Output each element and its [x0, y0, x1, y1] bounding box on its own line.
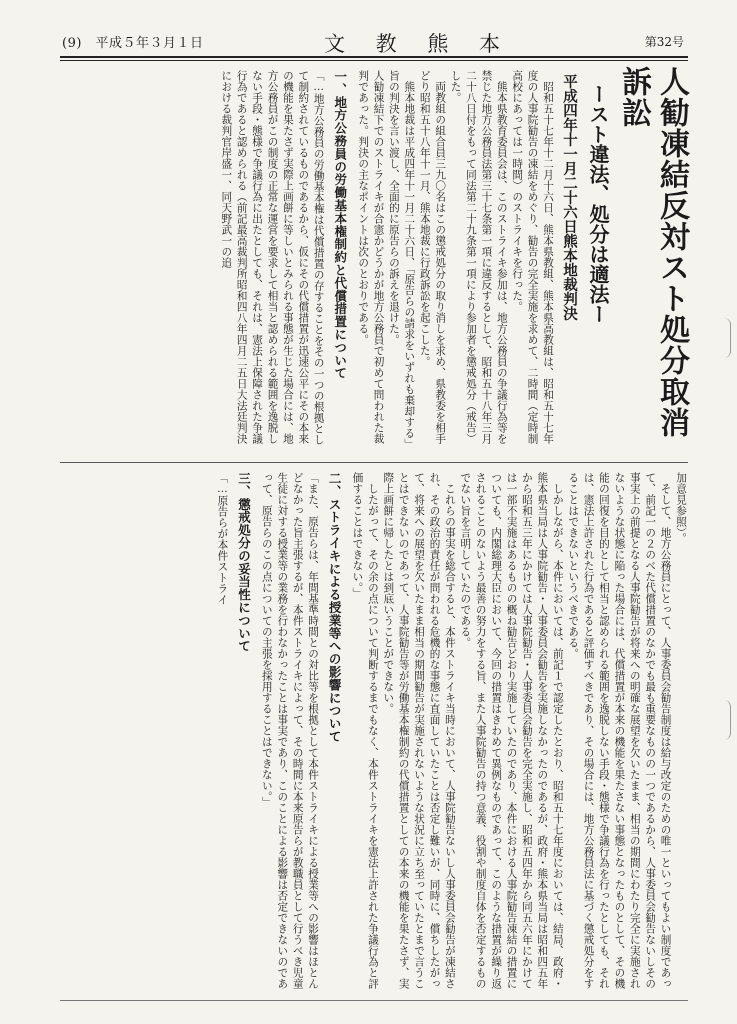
paragraph: 熊本県教育委員会は、このストライキ参加は、地方公務員の争議行為等を禁じた地方公務員法第三十七条第一項に違反するとして、昭和五十八年三月二十八日付をもって同法第二十九条第一項により参加者を懲戒処分（戒告）した。 [449, 70, 508, 444]
footer-rule [60, 1000, 688, 1001]
top-body-text [60, 70, 555, 454]
issue-date: 平成５年３月１日 [95, 36, 204, 51]
paragraph: 「…原告らが本件ストライ [216, 472, 229, 606]
paragraph: 昭和五十七年十二月十六日、熊本県教組、熊本県高教組は、昭和五十七年度の人事院勧告の凍結をめぐり、勧告の完全実施を求めて、二時間（定時制高校にあっては一時間）のストライキを行った。 [511, 70, 554, 444]
paragraph: 「また、原告らは、年間基準時間との対比等を根拠として本件ストライキによる授業等への影響はほとんどなかった旨主張するが、本件ストライキによって、その時間に本来原告らが教職員として行うべき児童生徒に対する授業等の業務を行わなかったことは事実であり、このことによる影響は否定できないのであって、原告らのこの点についての主張を採用することはできない。」 [260, 472, 320, 989]
bottom-body-text [60, 472, 688, 992]
paragraph: 両教組の組合員三九〇名はこの懲戒処分の取り消しを求め、県教委を相手どり昭和五十八年十一月、熊本地裁に行政訴訟を起こした。 [418, 70, 447, 444]
paragraph: 熊本地裁は平成四年十一月二十六日、「原告らの請求をいずれも棄却する」旨の判決を言い渡し、全面的に原告らの訴えを退けた。 [387, 70, 416, 450]
binding-hole-mark [724, 318, 731, 358]
section-heading-2: 二、ストライキによる授業等への影響について [327, 472, 343, 743]
paragraph: 加意見参照）。 [675, 472, 687, 544]
article-subtitle: ースト違法、処分は適法ー [586, 84, 610, 324]
page-number: (9) [62, 36, 82, 51]
section-heading-1: 一、地方公務員の労働基本権制約と代償措置について [332, 70, 348, 380]
section-heading-3: 三、懲戒処分の妥当性について [236, 472, 252, 653]
paragraph: したがって、その余の点について判断するまでもなく、本件ストライキを憲法上許された争議行為と評価することはできない。」 [351, 472, 379, 989]
header-rule-thin [60, 60, 688, 61]
issue-number: 第32号 [644, 35, 684, 49]
paragraph: 人勧凍結下でのストライキが合憲かどうかが地方公務員で初めて問われた裁判であった。判決の主なポイントは次のとおりである。 [357, 70, 385, 444]
article-title: 人勧凍結反対スト処分取消訴訟 [616, 66, 689, 438]
article-title-block [560, 66, 690, 456]
page-header [62, 28, 684, 54]
judgment-date: 平成四年十一月二十六日熊本地裁判決 [561, 74, 577, 321]
paragraph: そして、地方公務員にとって、人事委員会勧告制度は給与改定のための唯一といってもよい制度であって、前記一の２のべた代償措置のなかでも最も重要なものの一つであるから、人事委員会勧告ないしその事実上の前提となる人事院勧告が将来への明確な展望を欠いたまま、相当の期間にわたり完全に実施されないような状態に陥った場合には、代償措置が本来の機能を果たさない事態となったものとして、その機能の回復を目的として相当と認められる範囲を逸脱しない手段・態様で争議行為を行ったとしても、それは、憲法上許された行為であると評価すべきであり、その場合には、地方公務員法に基づく懲戒処分をすることはできないというべきである。 [567, 472, 672, 989]
page-number-date [62, 32, 203, 51]
paragraph: しかしながら、本件においては、前記１で認定したとおり、昭和五十七年度においては、結局、政府・熊本県当局は人事院勧告・人事委員会勧告を実施しなかったのであるが、政府・熊本県当局は昭和四五年から昭和五三年にかけては人事院勧告・人事委員会勧告を完全実施し、昭和五四年から同五六年にかけては一部不実施はあるものの概ね勧告どおり実施していたのであり、本件における人事院勧告凍結の措置についても、内閣総理大臣において、今回の措置はきわめて異例なものであって、このような措置が繰り返されることのないよう最善の努力をする旨、また人事院勧告の持つ意義、役割や制度自体を否定するものでない旨を言明していたのである。 [459, 472, 564, 989]
newsletter-title: 文 教 熊 本 [324, 32, 513, 56]
paragraph: 「…地方公務員の労働基本権は代償措置の存することをその一つの根拠として制約されているものであるから、仮にその代償措置が迅速公平にその本来の機能を果たさず実際上画餅に等しいとみられる事態が生じた場合には、地方公務員がこの制度の正常な運営を要求して相当と認められる範囲を逸脱しない手段・態様で争議行為に出たとしても、それは、憲法上保障された争議行為であると認められる（前記最高裁判所昭和四八年四月二五日大法廷判決における裁判官岸盛一、同天野武一の追 [220, 70, 325, 446]
header-rule [60, 56, 688, 58]
section-divider [60, 462, 688, 463]
paragraph: これらの事実を総合すると、本件ストライキ当時において、人事院勧告ないし人事委員会勧告が凍結され、その政治的責任が問われる危機的な事態に直面していたことは否定し難いが、同時に、償ちしたがって、将来への展望を欠いたまま相当の期間勧告が実施されないような状況に立ち至っていたとまで言うことはできないのであって、人事院勧告等が労働基本権制約の代償措置としての本来の機能を果たさず、実際上画餅に帰したとは到底いうことができない。 [382, 472, 456, 989]
binding-hole-mark [724, 700, 731, 740]
